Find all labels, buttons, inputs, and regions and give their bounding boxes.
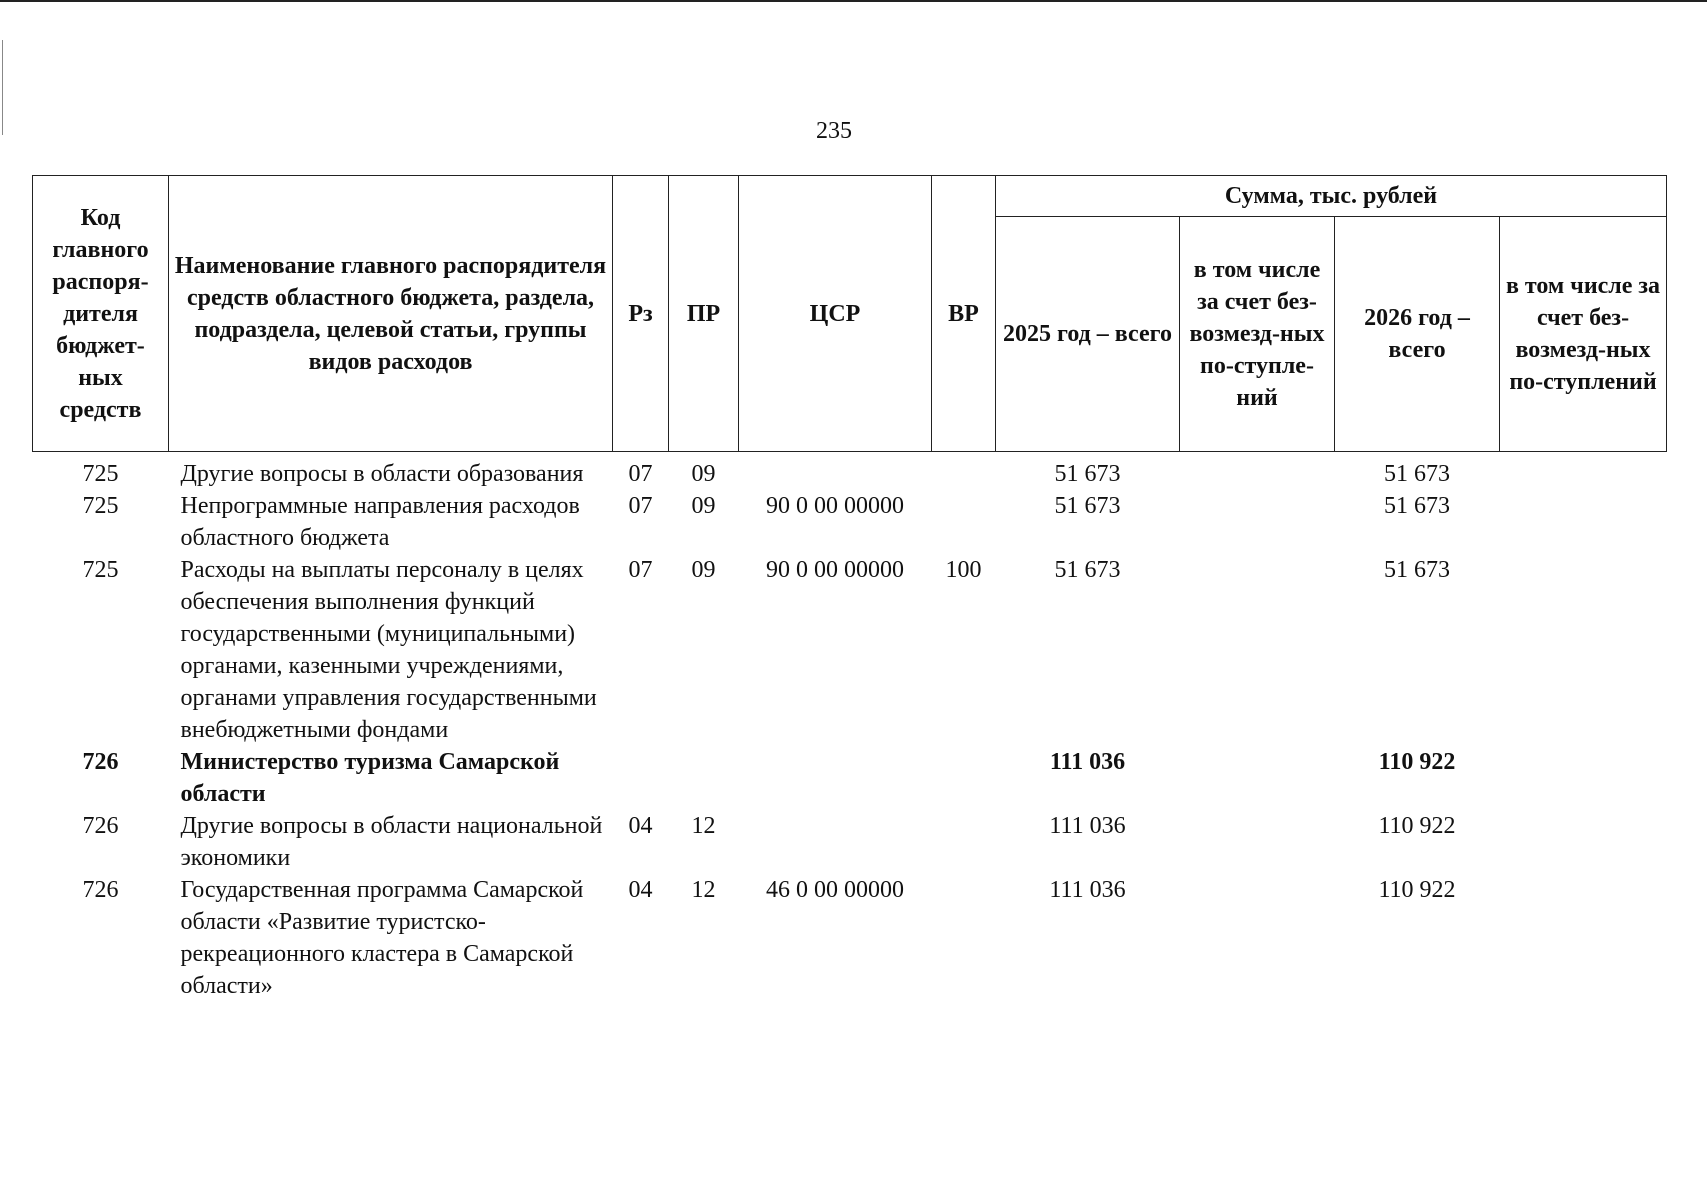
header-2025-total: 2025 год – всего xyxy=(996,217,1180,452)
cell-2026-grants xyxy=(1500,452,1667,491)
cell-pr: 12 xyxy=(691,877,716,903)
header-sum-group: Сумма, тыс. рублей xyxy=(996,176,1667,217)
table-row xyxy=(33,810,1667,874)
header-2026-grants: в том числе за счет без-возмезд-ных по-ступлений xyxy=(1500,217,1667,452)
table-row xyxy=(33,874,1667,1002)
cell-code: 726 xyxy=(82,749,119,775)
cell-vr xyxy=(932,746,996,810)
cell-vr xyxy=(932,874,996,1002)
cell-vr xyxy=(932,810,996,874)
table-body xyxy=(33,452,1667,1003)
cell-2026-grants xyxy=(1500,490,1667,554)
cell-csr: 90 0 00 00000 xyxy=(766,557,904,583)
cell-pr: 12 xyxy=(691,813,716,839)
cell-code: 726 xyxy=(82,877,119,903)
cell-2025-grants xyxy=(1180,490,1335,554)
cell-2025-grants xyxy=(1180,746,1335,810)
cell-pr: 09 xyxy=(691,493,716,519)
cell-code: 725 xyxy=(82,493,119,519)
cell-rz xyxy=(613,746,669,810)
table-row xyxy=(33,490,1667,554)
cell-pr: 09 xyxy=(691,557,716,583)
cell-csr xyxy=(739,810,932,874)
header-vr: ВР xyxy=(932,176,996,452)
cell-2025-grants xyxy=(1180,874,1335,1002)
cell-2026-total: 110 922 xyxy=(1378,813,1456,839)
cell-2026-total: 51 673 xyxy=(1384,461,1450,487)
cell-2025-grants xyxy=(1180,452,1335,491)
table-row xyxy=(33,452,1667,491)
cell-name: Государственная программа Самарской области «Развитие туристско-рекреационного кластера в Самарской области» xyxy=(180,877,584,999)
table-row xyxy=(33,746,1667,810)
cell-rz: 04 xyxy=(628,877,653,903)
cell-2026-grants xyxy=(1500,810,1667,874)
cell-pr: 09 xyxy=(691,461,716,487)
header-csr: ЦСР xyxy=(739,176,932,452)
header-2026-total: 2026 год – всего xyxy=(1335,217,1500,452)
cell-2025-grants xyxy=(1180,554,1335,746)
header-code: Код главного распоря-дителя бюджет-ных средств xyxy=(33,176,169,452)
cell-name: Непрограммные направления расходов областного бюджета xyxy=(180,493,580,551)
header-rz: Рз xyxy=(613,176,669,452)
cell-2026-total: 110 922 xyxy=(1378,877,1456,903)
page-number: 235 xyxy=(816,118,852,144)
table-header xyxy=(33,176,1667,452)
cell-2025-total: 111 036 xyxy=(1049,877,1126,903)
cell-2025-total: 51 673 xyxy=(1054,557,1121,583)
table-row xyxy=(33,554,1667,746)
cell-name: Министерство туризма Самарской области xyxy=(180,749,560,807)
header-2025-grants: в том числе за счет без-возмезд-ных по-ступле-ний xyxy=(1180,217,1335,452)
cell-vr xyxy=(932,452,996,491)
cell-rz: 07 xyxy=(628,461,653,487)
cell-2025-grants xyxy=(1180,810,1335,874)
cell-2026-grants xyxy=(1500,554,1667,746)
header-pr: ПР xyxy=(669,176,739,452)
cell-2026-total: 51 673 xyxy=(1384,493,1450,519)
cell-name: Другие вопросы в области образования xyxy=(180,461,584,487)
budget-table xyxy=(32,175,1667,1002)
cell-code: 725 xyxy=(82,461,119,487)
cell-2025-total: 51 673 xyxy=(1054,461,1121,487)
cell-csr: 90 0 00 00000 xyxy=(766,493,904,519)
top-border-line xyxy=(0,0,1707,2)
cell-code: 726 xyxy=(82,813,119,839)
cell-2026-total: 51 673 xyxy=(1384,557,1450,583)
cell-code: 725 xyxy=(82,557,119,583)
cell-csr xyxy=(739,746,932,810)
cell-rz: 07 xyxy=(628,493,653,519)
header-name: Наименование главного распорядителя средств областного бюджета, раздела, подраздела, целевой статьи, группы видов расходов xyxy=(169,176,613,452)
cell-name: Другие вопросы в области национальной экономики xyxy=(180,813,603,871)
cell-2026-total: 110 922 xyxy=(1378,749,1456,775)
cell-2026-grants xyxy=(1500,746,1667,810)
cell-2025-total: 111 036 xyxy=(1049,813,1126,839)
cell-vr xyxy=(932,490,996,554)
cell-name: Расходы на выплаты персоналу в целях обеспечения выполнения функций государственными (муниципальными) органами, казенными учреждениями, органами управления государственными внебюджетными фондами xyxy=(180,557,597,743)
cell-csr xyxy=(739,452,932,491)
cell-rz: 04 xyxy=(628,813,653,839)
cell-2025-total: 111 036 xyxy=(1049,749,1126,775)
cell-2025-total: 51 673 xyxy=(1054,493,1121,519)
cell-pr xyxy=(669,746,739,810)
cell-vr: 100 xyxy=(945,557,982,583)
cell-rz: 07 xyxy=(628,557,653,583)
cell-2026-grants xyxy=(1500,874,1667,1002)
cell-csr: 46 0 00 00000 xyxy=(766,877,904,903)
